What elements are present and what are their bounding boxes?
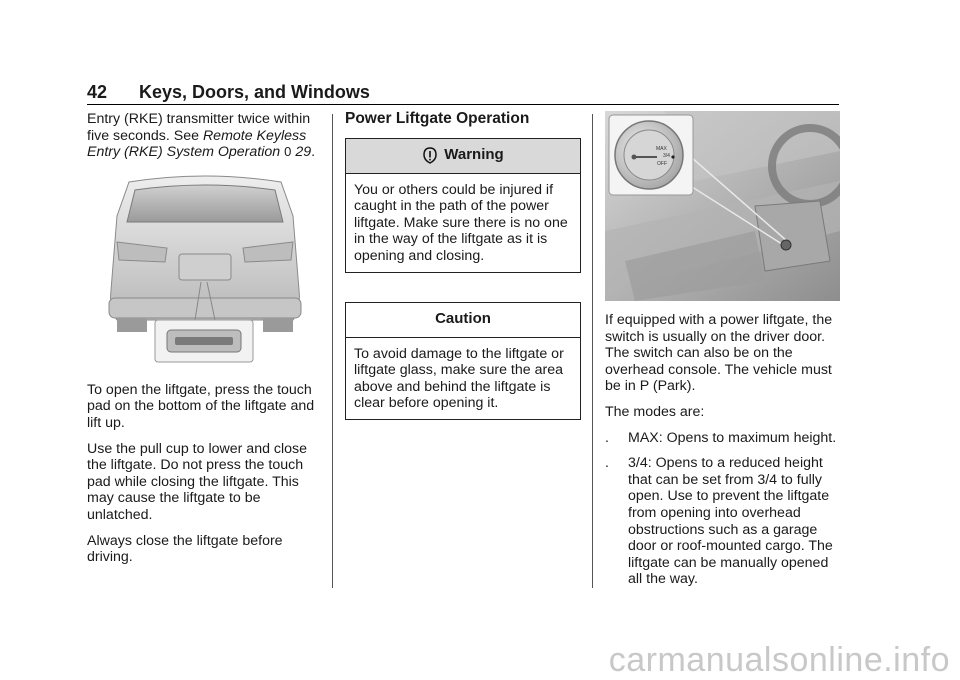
caution-body: To avoid damage to the liftgate or liftgate glass, make sure the area above and behind the liftgate is clear before opening it.: [354, 345, 564, 412]
page-number: 42: [87, 82, 108, 102]
door-switch-illustration: [605, 111, 840, 301]
page-header: [87, 82, 839, 103]
list-item: . MAX: Opens to maximum height.: [605, 429, 837, 446]
bullet-marker: .: [605, 455, 609, 472]
page-ref-symbol: 0: [284, 144, 292, 160]
column-3: [605, 111, 840, 597]
column-1: [87, 111, 323, 575]
paragraph-open-liftgate: To open the liftgate, press the touch pad on the bottom of the liftgate and lift up.: [87, 381, 315, 431]
watermark: carmanualsonline.info: [608, 641, 950, 679]
modes-list: [605, 430, 840, 588]
caution-header: Caution: [346, 303, 580, 338]
list-item: . 3/4: Opens to a reduced height that can be set from 3/4 to fully open. Use to prevent the liftgate from opening into overhead obstructions such as a garage door or roof-mounted cargo. The liftgate can be manually opened all the way.: [605, 455, 833, 588]
column-divider-2: [592, 114, 593, 588]
column-divider-1: [332, 114, 333, 588]
caution-box: [345, 302, 581, 420]
rke-link[interactable]: Remote Keyless Entry (RKE) System Operation: [87, 127, 307, 161]
liftgate-illustration: [87, 170, 323, 370]
intro-paragraph: Entry (RKE) transmitter twice within five seconds. See Remote Keyless Entry (RKE) System Operation 0 29.: [87, 111, 316, 161]
paragraph-close-before-driving: Always close the liftgate before driving.: [87, 532, 283, 566]
dial-label-three-quarter: 3/4: [663, 153, 670, 159]
paragraph-modes-intro: The modes are:: [605, 403, 705, 420]
dial-label-max: MAX: [656, 146, 667, 152]
paragraph-close-liftgate: Use the pull cup to lower and close the liftgate. Do not press the touch pad while closing the liftgate. This may cause the liftgate to be unlatched.: [87, 440, 308, 523]
header-rule: [87, 104, 839, 105]
warning-icon: [422, 147, 438, 165]
page-ref[interactable]: 29: [295, 144, 312, 161]
dial-label-off: OFF: [657, 161, 667, 167]
section-title: Keys, Doors, and Windows: [139, 82, 370, 102]
power-liftgate-heading: Power Liftgate Operation: [345, 110, 530, 127]
paragraph-switch-location: If equipped with a power liftgate, the switch is usually on the driver door. The switch can also be on the overhead console. The vehicle must be in P (Park).: [605, 312, 833, 395]
warning-header: Warning: [346, 139, 580, 174]
column-2: [345, 111, 581, 420]
warning-box: [345, 138, 581, 273]
warning-body: You or others could be injured if caught in the path of the power liftgate. Make sure there is no one in the way of the liftgate as it is opening and closing.: [354, 181, 568, 264]
bullet-marker: .: [605, 429, 609, 446]
